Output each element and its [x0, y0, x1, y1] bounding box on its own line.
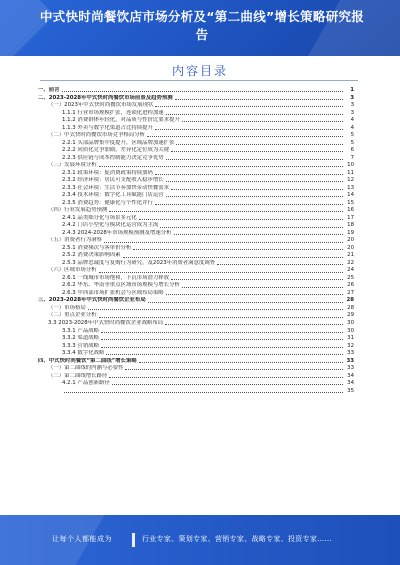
toc-entry[interactable]	[38, 349, 354, 357]
toc-entry[interactable]	[38, 229, 354, 237]
toc-entry[interactable]	[38, 236, 354, 244]
toc-entry-title: （一）2023年中式快时尚餐饮市场发展现状	[48, 102, 154, 109]
toc-entry-title: 2.6.2 华东、华南等重点区域市场规模与增长分析	[62, 282, 180, 289]
toc-entry-page: 24	[347, 267, 354, 274]
toc-entry[interactable]	[38, 146, 354, 154]
toc-dot-leader	[174, 234, 344, 235]
toc-dot-leader	[64, 392, 343, 393]
toc-dot-leader	[147, 136, 343, 137]
toc-entry[interactable]	[38, 109, 354, 117]
toc-dot-leader	[166, 181, 343, 182]
toc-entry-page: 31	[347, 335, 354, 342]
toc-entry[interactable]	[38, 281, 354, 289]
toc-entry-title: （二）重点企业分析	[48, 312, 97, 319]
toc-entry-page: 3	[350, 102, 354, 109]
toc-dot-leader	[166, 159, 343, 160]
toc-entry[interactable]	[38, 206, 354, 214]
toc-entry-title: 3.3 2023-2028年中式快时尚餐饮企业战略布局	[48, 320, 164, 326]
table-of-contents	[38, 86, 354, 394]
toc-entry-page: 20	[347, 244, 354, 251]
toc-entry[interactable]	[38, 116, 354, 124]
toc-dot-leader	[109, 211, 343, 212]
toc-entry-title: 1.1.2 消费群体年轻化，对品质与性价比要求提升	[62, 117, 180, 124]
toc-entry-title: 2.6.1 一线城市市场饱和，下沉市场潜力释放	[62, 274, 170, 281]
toc-entry-title: （二）第二曲线增长路径	[48, 372, 108, 379]
toc-entry[interactable]	[38, 379, 354, 387]
toc-entry-title: （一）市场格局	[48, 304, 86, 311]
toc-entry[interactable]	[38, 101, 354, 109]
toc-dot-leader	[99, 317, 343, 318]
toc-entry-title: 2.4.1 品类细分化与场景多元化	[62, 214, 137, 221]
toc-entry[interactable]	[38, 319, 354, 327]
toc-entry[interactable]	[38, 274, 354, 282]
toc-entry[interactable]	[38, 387, 354, 395]
toc-entry-page: 26	[347, 282, 354, 289]
toc-entry-page: 4	[350, 117, 354, 124]
toc-dot-leader	[139, 219, 343, 220]
toc-entry-title: 三、2023-2028年中式快时尚餐饮企业布局	[38, 297, 146, 304]
toc-entry-title: 2.3.1 政策环境：促消费政策持续加码	[62, 169, 153, 176]
toc-entry-title: （六）区域市场分析	[48, 267, 97, 274]
toc-entry[interactable]	[38, 311, 354, 319]
toc-entry-page: 16	[347, 207, 354, 214]
toc-entry-title: 2.5.3 品牌忠诚度与复购行为研究，及2023年消费者满意度调查	[62, 259, 216, 266]
toc-entry[interactable]	[38, 221, 354, 229]
toc-entry-title: 3.3.3 营销战略	[62, 342, 99, 349]
toc-entry-title: 3.3.2 渠道战略	[62, 335, 99, 342]
toc-entry[interactable]	[38, 357, 354, 365]
toc-dot-leader	[104, 242, 343, 243]
toc-entry-title: 1.1.1 行业市场规模扩张，连锁化进程加速	[62, 109, 164, 116]
toc-entry-title: 4.2.1 产品创新路径	[62, 380, 110, 387]
toc-dot-leader	[217, 264, 343, 265]
toc-dot-leader	[171, 151, 343, 152]
toc-entry-title: 2.2.3 供应链与成本控制能力决定竞争优势	[62, 154, 164, 161]
toc-entry-title: 2.4.2 门店小型化与模块化运营成为主流	[62, 222, 159, 229]
toc-entry-page: 12	[347, 177, 354, 184]
report-header	[0, 0, 400, 56]
toc-dot-leader	[125, 369, 343, 370]
toc-entry[interactable]	[38, 327, 354, 335]
toc-entry[interactable]	[38, 199, 354, 207]
toc-entry[interactable]	[38, 154, 354, 162]
toc-entry-title: 2.5.2 消费决策影响因素	[62, 252, 121, 259]
toc-entry-title: 3.3.1 产品战略	[62, 327, 99, 334]
toc-dot-leader	[166, 294, 343, 295]
toc-dot-leader	[166, 196, 343, 197]
toc-dot-leader	[88, 309, 343, 310]
toc-entry-title: 2.4.3 2024-2028年市场规模预测及增速分析	[62, 229, 172, 236]
report-footer	[0, 515, 400, 565]
toc-entry-page: 19	[347, 229, 354, 236]
toc-dot-leader	[139, 362, 343, 363]
toc-entry[interactable]	[38, 372, 354, 380]
toc-entry[interactable]	[38, 124, 354, 132]
toc-entry-page: 25	[347, 274, 354, 281]
toc-entry[interactable]	[38, 94, 354, 102]
toc-dot-leader	[165, 324, 343, 325]
toc-entry-page: 13	[347, 184, 354, 191]
toc-entry-page: 30	[347, 327, 354, 334]
toc-entry-page: 6	[350, 147, 354, 154]
toc-entry-page: 10	[347, 162, 354, 169]
toc-dot-leader	[155, 129, 343, 130]
toc-entry[interactable]	[38, 191, 354, 199]
toc-entry[interactable]	[38, 244, 354, 252]
toc-entry-page: 5	[350, 139, 354, 146]
toc-dot-leader	[123, 257, 343, 258]
toc-entry[interactable]	[38, 161, 354, 169]
toc-dot-leader	[133, 249, 343, 250]
toc-entry-page: 3	[350, 94, 354, 101]
toc-entry-title: 2.2.1 头部品牌集中度提升，区域品牌加速扩张	[62, 139, 175, 146]
toc-entry[interactable]	[38, 176, 354, 184]
toc-entry[interactable]	[38, 251, 354, 259]
toc-entry[interactable]	[38, 296, 354, 304]
toc-entry-title: （三）发展环境分析	[48, 162, 97, 169]
toc-heading: 内容目录	[171, 64, 228, 78]
toc-entry-page: 1	[350, 87, 354, 94]
toc-entry-page: 34	[347, 372, 354, 379]
toc-entry-title: （二）中式快时尚餐饮市场竞争格局分析	[48, 132, 146, 139]
toc-dot-leader	[160, 227, 343, 228]
footer-roles: 行业专家、策划专家、营销专家、战略专家、投资专家……	[142, 535, 332, 543]
toc-entry-page: 14	[347, 192, 354, 199]
toc-entry-page: 33	[347, 365, 354, 372]
toc-dot-leader	[182, 287, 343, 288]
toc-entry-page: 28	[347, 304, 354, 311]
toc-entry[interactable]	[38, 342, 354, 350]
toc-entry-page: 27	[347, 289, 354, 296]
toc-entry-title: 二、2023-2028年中式快时尚餐饮市场前景及趋势预测	[38, 94, 173, 101]
toc-dot-leader	[175, 99, 343, 100]
toc-heading-rule	[40, 80, 358, 81]
toc-entry[interactable]	[38, 304, 354, 312]
toc-entry-page: 4	[350, 124, 354, 131]
toc-entry[interactable]	[38, 364, 354, 372]
toc-entry-page: 21	[347, 252, 354, 259]
toc-dot-leader	[112, 384, 343, 385]
toc-entry-title: 1.1.3 外卖与数字化渠道占比持续提升	[62, 124, 153, 131]
toc-entry-title: （四）行业发展趋势预测	[48, 207, 108, 214]
toc-dot-leader	[176, 144, 343, 145]
toc-dot-leader	[155, 174, 343, 175]
toc-entry-page: 29	[347, 312, 354, 319]
toc-entry-page: 18	[347, 222, 354, 229]
toc-dot-leader	[171, 279, 343, 280]
toc-entry-title: 2.2.2 同质化竞争加剧，差异化定位成为关键	[62, 147, 170, 154]
toc-dot-leader	[99, 166, 343, 167]
toc-entry-page: 33	[346, 357, 354, 364]
toc-entry[interactable]	[38, 289, 354, 297]
toc-entry-title: 四、中式快时尚餐饮“第二曲线”增长策略	[38, 357, 137, 364]
toc-entry[interactable]	[38, 259, 354, 267]
footer-divider-bar	[132, 533, 135, 547]
toc-dot-leader	[155, 106, 343, 107]
toc-entry-title: 2.3.2 经济环境：居民可支配收入稳步增长	[62, 177, 164, 184]
toc-entry-title: 一、前言	[38, 87, 60, 94]
toc-dot-leader	[171, 189, 343, 190]
toc-entry-page: 11	[347, 169, 354, 176]
toc-entry-page: 35	[347, 387, 354, 394]
toc-entry-page: 15	[347, 199, 354, 206]
toc-dot-leader	[101, 332, 343, 333]
toc-entry-title: （五）消费者行为洞察	[48, 237, 102, 244]
toc-dot-leader	[155, 204, 343, 205]
toc-entry-title: （一）第二曲线的内涵与必要性	[48, 365, 124, 372]
toc-entry-title: 2.3.4 技术环境：数字化工具赋能门店运营	[62, 192, 164, 199]
toc-entry-page: 5	[350, 132, 354, 139]
toc-entry-title: 2.3.5 消费趋势：健康化与个性化并行	[62, 199, 153, 206]
toc-entry[interactable]	[38, 214, 354, 222]
toc-dot-leader	[166, 114, 343, 115]
toc-dot-leader	[101, 339, 343, 340]
toc-entry-page: 20	[347, 237, 354, 244]
toc-entry-page: 33	[347, 350, 354, 357]
toc-entry[interactable]	[38, 139, 354, 147]
toc-entry[interactable]	[38, 86, 354, 94]
toc-entry-page: 3	[350, 109, 354, 116]
toc-dot-leader	[109, 377, 343, 378]
toc-entry-page: 32	[347, 342, 354, 349]
toc-entry[interactable]	[38, 184, 354, 192]
report-title: 中式快时尚餐饮店市场分析及“第二曲线”增长策略研究报告	[39, 9, 365, 42]
toc-entry[interactable]	[38, 334, 354, 342]
toc-entry-page: 22	[347, 259, 354, 266]
toc-entry-page: 7	[350, 154, 354, 161]
toc-entry[interactable]	[38, 169, 354, 177]
toc-entry-page: 30	[347, 320, 354, 326]
toc-entry[interactable]	[38, 131, 354, 139]
toc-entry-page: 34	[347, 380, 354, 387]
toc-entry[interactable]	[38, 266, 354, 274]
toc-entry-title: 2.6.3 中西部市场扩张机会与区域布局策略	[62, 289, 164, 296]
toc-dot-leader	[99, 272, 343, 273]
toc-dot-leader	[62, 91, 343, 92]
toc-entry-title: 2.5.1 消费频次与客单价分析	[62, 244, 132, 251]
toc-dot-leader	[101, 347, 343, 348]
toc-dot-leader	[106, 354, 343, 355]
toc-entry-title: 3.3.4 数字化战略	[62, 350, 105, 357]
toc-entry-title: 2.3.3 社会环境：生活节奏加快带动快餐需求	[62, 184, 170, 191]
toc-entry-page: 17	[347, 214, 354, 221]
toc-dot-leader	[182, 121, 343, 122]
toc-entry-page: 28	[346, 297, 354, 304]
footer-slogan: 让每个人都能成为	[52, 535, 112, 543]
toc-dot-leader	[148, 302, 343, 303]
